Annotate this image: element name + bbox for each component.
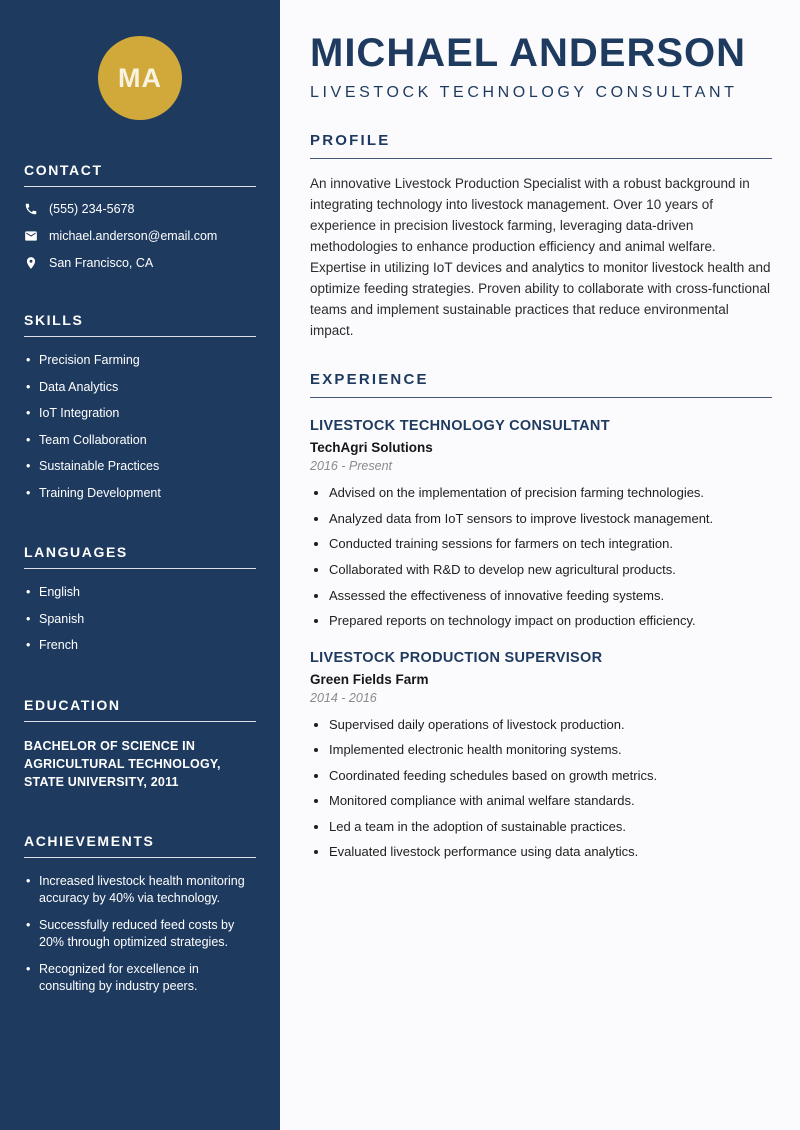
skill-item: • Data Analytics <box>24 379 256 397</box>
achievement-item: • Increased livestock health monitoring accuracy by 40% via technology. <box>24 873 256 908</box>
languages-list <box>24 584 256 655</box>
sidebar <box>0 0 280 1130</box>
email-icon <box>24 229 38 243</box>
job-bullet: • Monitored compliance with animal welfare standards. <box>329 792 772 810</box>
job-bullet: • Collaborated with R&D to develop new agricultural products. <box>329 561 772 579</box>
profile-text: An innovative Livestock Production Specialist with a robust background in integrating technology into livestock management. Over 10 years of experience in precision livestock farming, leveraging data-driven methodologies to enhance production efficiency and animal welfare. Expertise in utilizing IoT devices and analytics to monitor livestock health and optimize feeding strategies. Proven ability to collaborate with cross-functional teams and implement sustainable practices that reduce environmental impact. <box>310 176 771 339</box>
skill-item: • Training Development <box>24 485 256 503</box>
contact-heading: CONTACT <box>24 162 256 187</box>
job-entry <box>310 650 772 861</box>
job-bullet: • Coordinated feeding schedules based on growth metrics. <box>329 767 772 785</box>
skills-heading: SKILLS <box>24 312 256 337</box>
education-heading: EDUCATION <box>24 697 256 722</box>
skills-list <box>24 352 256 502</box>
job-bullet: • Conducted training sessions for farmers on tech integration. <box>329 535 772 553</box>
job-company: TechAgri Solutions <box>310 440 433 456</box>
achievements-heading: ACHIEVEMENTS <box>24 833 256 858</box>
education-degree: BACHELOR OF SCIENCE IN AGRICULTURAL TECHNOLOGY, STATE UNIVERSITY, 2011 <box>24 738 221 789</box>
profile-heading: PROFILE <box>310 132 772 159</box>
job-bullet: • Analyzed data from IoT sensors to improve livestock management. <box>329 510 772 528</box>
skill-item: • Team Collaboration <box>24 432 256 450</box>
skill-item: • IoT Integration <box>24 405 256 423</box>
job-company: Green Fields Farm <box>310 671 429 687</box>
phone-value: (555) 234-5678 <box>49 202 135 216</box>
job-dates: 2016 - Present <box>310 459 392 474</box>
languages-section <box>24 544 256 655</box>
skills-section <box>24 312 256 502</box>
languages-heading: LANGUAGES <box>24 544 256 569</box>
language-item: • English <box>24 584 256 602</box>
job-title: LIVESTOCK TECHNOLOGY CONSULTANT <box>310 418 610 435</box>
language-item: • French <box>24 637 256 655</box>
job-entry <box>310 418 772 629</box>
job-bullet: • Supervised daily operations of livestock production. <box>329 716 772 734</box>
job-title: LIVESTOCK PRODUCTION SUPERVISOR <box>310 649 603 666</box>
phone-icon <box>24 202 38 216</box>
language-item: • Spanish <box>24 611 256 629</box>
contact-location-row <box>24 256 256 270</box>
achievements-section <box>24 833 256 996</box>
contact-section <box>24 162 256 270</box>
skill-item: • Sustainable Practices <box>24 458 256 476</box>
job-bullet: • Implemented electronic health monitoring systems. <box>329 741 772 759</box>
job-bullets <box>310 484 772 629</box>
education-section <box>24 697 256 791</box>
experience-heading: EXPERIENCE <box>310 371 772 398</box>
location-icon <box>24 256 38 270</box>
job-bullet: • Evaluated livestock performance using data analytics. <box>329 843 772 861</box>
main-content <box>280 0 800 1130</box>
achievement-item: • Recognized for excellence in consulting by industry peers. <box>24 961 256 996</box>
job-bullet: • Prepared reports on technology impact on production efficiency. <box>329 612 772 630</box>
contact-phone-row <box>24 202 256 216</box>
email-value: michael.anderson@email.com <box>49 229 218 243</box>
person-name: MICHAEL ANDERSON <box>310 31 747 75</box>
job-bullets <box>310 716 772 861</box>
job-bullet: • Advised on the implementation of precision farming technologies. <box>329 484 772 502</box>
skill-item: • Precision Farming <box>24 352 256 370</box>
achievement-item: • Successfully reduced feed costs by 20% through optimized strategies. <box>24 917 256 952</box>
job-dates: 2014 - 2016 <box>310 690 377 705</box>
avatar <box>98 36 182 120</box>
job-bullet: • Assessed the effectiveness of innovative feeding systems. <box>329 587 772 605</box>
avatar-initials: MA <box>118 62 162 93</box>
contact-email-row <box>24 229 256 243</box>
location-value: San Francisco, CA <box>49 256 154 270</box>
achievements-list <box>24 873 256 996</box>
person-title: LIVESTOCK TECHNOLOGY CONSULTANT <box>310 84 738 101</box>
job-bullet: • Led a team in the adoption of sustainable practices. <box>329 818 772 836</box>
